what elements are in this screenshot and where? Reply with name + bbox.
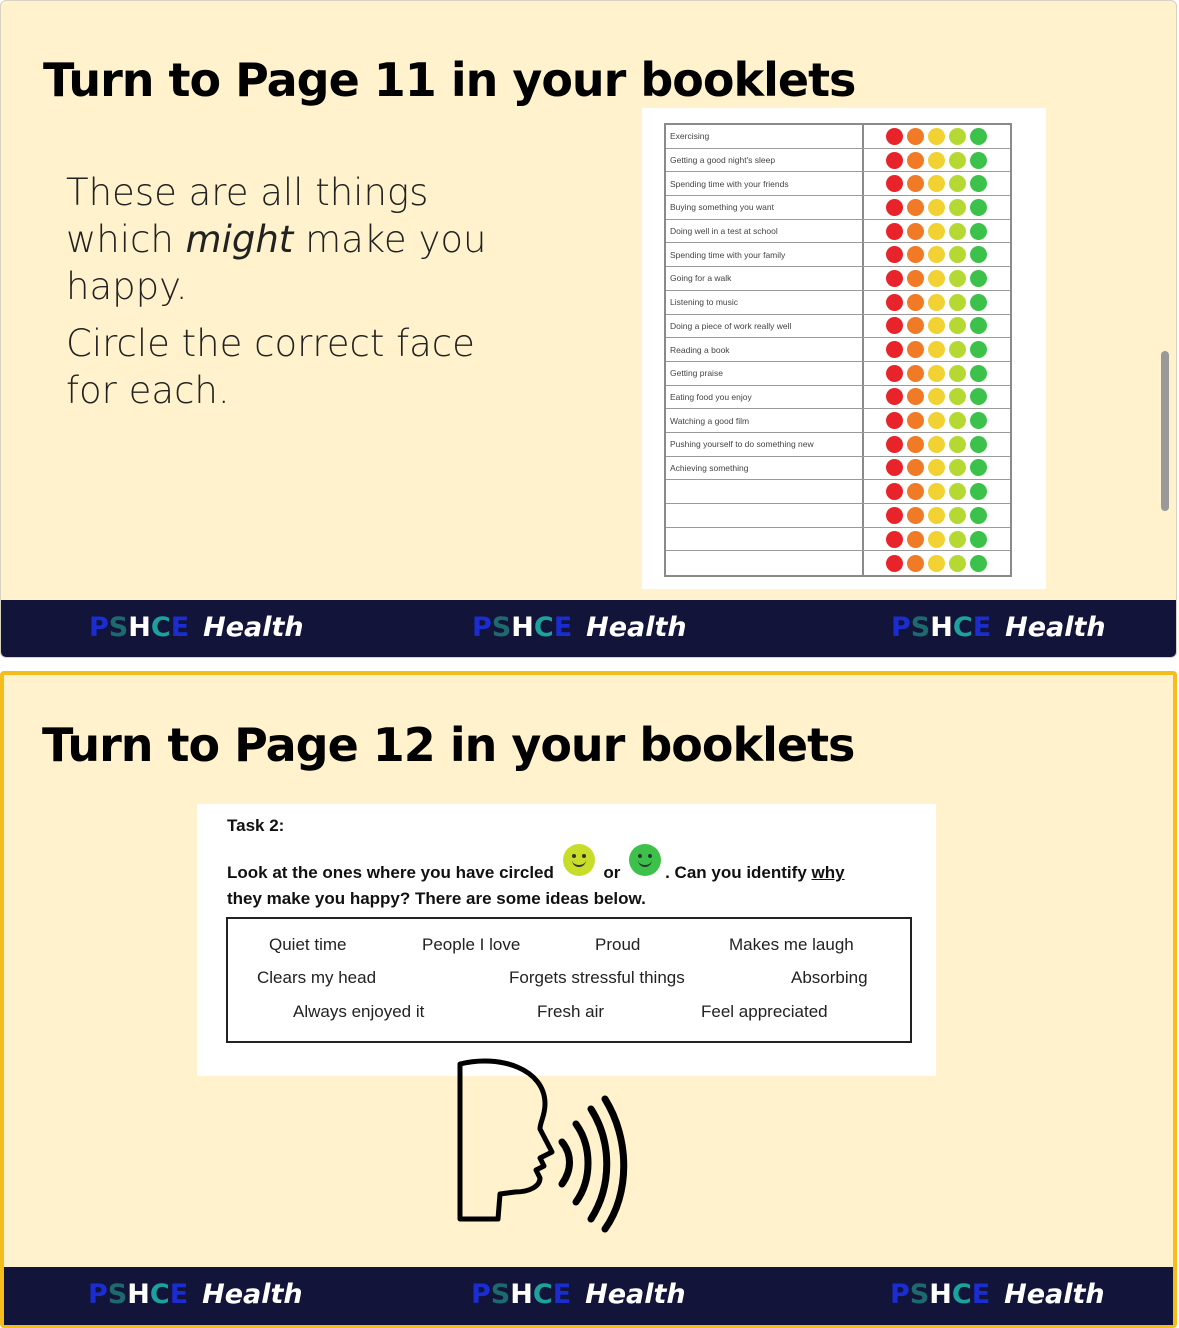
slide-body-text [66,169,506,424]
emoji-face-icon [886,199,903,216]
face-scale [864,270,987,287]
rating-row [666,480,1010,504]
emoji-face-icon [949,436,966,453]
emoji-face-icon [949,270,966,287]
emoji-face-icon [970,531,987,548]
emoji-face-icon [970,199,987,216]
face-scale [864,199,987,216]
emoji-face-icon [907,483,924,500]
face-scale [864,555,987,572]
emoji-face-icon [886,555,903,572]
emoji-face-icon [907,270,924,287]
emoji-face-icon [886,270,903,287]
emoji-face-icon [949,246,966,263]
emoji-face-icon [886,128,903,145]
rating-row [666,220,1010,244]
emoji-face-icon [886,365,903,382]
emoji-face-icon [970,270,987,287]
emoji-face-icon [949,128,966,145]
emoji-face-icon [928,436,945,453]
idea-item: Quiet time [269,935,347,954]
emoji-face-icon [928,412,945,429]
face-scale [864,317,987,334]
emoji-face-icon [949,341,966,358]
emoji-face-icon [907,459,924,476]
emoji-face-icon [970,128,987,145]
slide-title: Turn to Page 12 in your booklets [42,718,855,772]
emoji-face-icon [970,555,987,572]
emoji-face-icon [886,152,903,169]
rating-table [664,123,1012,577]
face-scale [864,388,987,405]
rating-row [666,172,1010,196]
emoji-face-icon [907,152,924,169]
emoji-face-icon [949,483,966,500]
rating-row-label: Reading a book [666,338,864,361]
face-scale [864,459,987,476]
emoji-face-icon [970,223,987,240]
emoji-face-icon [949,459,966,476]
rating-row-label: Getting a good night's sleep [666,149,864,172]
slide-footer [1,600,1177,658]
emoji-face-icon [886,436,903,453]
emoji-face-icon [886,294,903,311]
emoji-face-icon [907,199,924,216]
emoji-face-icon [970,388,987,405]
face-scale [864,365,987,382]
rating-row-label: Watching a good film [666,409,864,432]
rating-row-label: Spending time with your friends [666,172,864,195]
rating-row-label: Spending time with your family [666,243,864,266]
emoji-face-icon [928,294,945,311]
emoji-face-icon [928,483,945,500]
emoji-face-icon [928,175,945,192]
emoji-face-icon [970,152,987,169]
rating-row-label: Doing a piece of work really well [666,315,864,338]
emoji-face-icon [907,388,924,405]
emoji-face-icon [949,412,966,429]
emoji-face-icon [907,341,924,358]
emoji-face-icon [949,175,966,192]
emoji-face-icon [907,246,924,263]
face-scale [864,436,987,453]
rating-row [666,528,1010,552]
rating-row [666,149,1010,173]
pshce-health-brand: PSHCE Health [88,1279,303,1310]
rating-row [666,291,1010,315]
rating-row-label [666,528,864,551]
face-scale [864,152,987,169]
rating-row-label: Pushing yourself to do something new [666,433,864,456]
emoji-face-icon [949,531,966,548]
emoji-face-icon [886,341,903,358]
emoji-face-icon [949,507,966,524]
rating-row-label: Going for a walk [666,267,864,290]
emoji-face-icon [970,507,987,524]
green-smiley-icon [629,844,661,876]
rating-row-label: Listening to music [666,291,864,314]
rating-row [666,362,1010,386]
face-scale [864,175,987,192]
rating-row-label: Eating food you enjoy [666,386,864,409]
idea-item: Makes me laugh [729,935,854,954]
rating-row-label: Achieving something [666,457,864,480]
emoji-face-icon [970,483,987,500]
face-scale [864,483,987,500]
emoji-face-icon [907,507,924,524]
idea-item: People I love [422,935,521,954]
emoji-face-icon [886,412,903,429]
emoji-face-icon [928,223,945,240]
emoji-face-icon [886,531,903,548]
light-green-smiley-icon [563,844,595,876]
idea-item: Absorbing [791,968,868,987]
emoji-face-icon [970,412,987,429]
idea-item: Feel appreciated [701,1002,828,1021]
face-scale [864,531,987,548]
idea-item: Clears my head [257,968,377,987]
rating-row [666,433,1010,457]
emoji-face-icon [928,365,945,382]
emoji-face-icon [886,388,903,405]
emoji-face-icon [907,412,924,429]
emoji-face-icon [970,294,987,311]
rating-row [666,196,1010,220]
rating-table-image [642,108,1046,589]
rating-row-label: Buying something you want [666,196,864,219]
emoji-face-icon [949,294,966,311]
emoji-face-icon [970,341,987,358]
ideas-box [226,917,912,1043]
emoji-face-icon [949,365,966,382]
rating-row [666,267,1010,291]
idea-item: Always enjoyed it [293,1002,425,1021]
face-scale [864,412,987,429]
emoji-face-icon [970,459,987,476]
rating-row [666,457,1010,481]
rating-row [666,243,1010,267]
face-scale [864,128,987,145]
idea-item: Fresh air [537,1002,605,1021]
rating-row [666,125,1010,149]
emoji-face-icon [928,246,945,263]
emoji-face-icon [928,152,945,169]
rating-row-label [666,551,864,575]
rating-row-label: Doing well in a test at school [666,220,864,243]
rating-row [666,338,1010,362]
rating-row [666,504,1010,528]
emoji-face-icon [907,175,924,192]
rating-row-label [666,480,864,503]
emoji-face-icon [886,317,903,334]
rating-row-label [666,504,864,527]
face-scale [864,294,987,311]
emoji-face-icon [928,199,945,216]
slide-thumbnail-1[interactable] [0,0,1177,658]
pshce-health-brand: PSHCE Health [890,1279,1105,1310]
rating-row [666,551,1010,575]
emoji-face-icon [907,531,924,548]
slide-title: Turn to Page 11 in your booklets [43,53,856,107]
emoji-face-icon [886,246,903,263]
emoji-face-icon [970,246,987,263]
emoji-face-icon [928,555,945,572]
emoji-face-icon [886,483,903,500]
rating-row [666,409,1010,433]
emoji-face-icon [949,223,966,240]
idea-item: Forgets stressful things [509,968,685,987]
emoji-face-icon [949,555,966,572]
emoji-face-icon [928,317,945,334]
emoji-face-icon [886,175,903,192]
face-scale [864,507,987,524]
emoji-face-icon [928,128,945,145]
emoji-face-icon [907,436,924,453]
task-question: Look at the ones where you have circled or . Can you identify why they make you happy? There are some ideas below. [227,852,907,912]
idea-item: Proud [595,935,641,954]
emoji-face-icon [886,223,903,240]
body-paragraph-2: Circle the correct face for each. [66,322,475,412]
emoji-face-icon [928,341,945,358]
pshce-health-brand: PSHCE Health [89,612,304,643]
rating-row-label: Exercising [666,125,864,148]
vertical-scrollbar[interactable] [1161,351,1169,511]
emoji-face-icon [907,555,924,572]
emoji-face-icon [949,199,966,216]
emoji-face-icon [886,459,903,476]
body-paragraph-1: These are all things which might make you happy. [66,171,487,308]
emoji-face-icon [970,317,987,334]
rating-row-label: Getting praise [666,362,864,385]
emoji-face-icon [928,507,945,524]
emoji-face-icon [886,507,903,524]
emoji-face-icon [928,270,945,287]
pshce-health-brand: PSHCE Health [891,612,1106,643]
face-scale [864,223,987,240]
emoji-face-icon [928,531,945,548]
emoji-face-icon [928,459,945,476]
emoji-face-icon [907,294,924,311]
emoji-face-icon [907,317,924,334]
task-title: Task 2: [227,816,285,835]
emoji-face-icon [970,175,987,192]
pshce-health-brand: PSHCE Health [472,612,687,643]
slide-footer [4,1267,1173,1325]
emoji-face-icon [949,152,966,169]
emoji-face-icon [928,388,945,405]
rating-row [666,315,1010,339]
speaking-head-icon [440,1054,640,1239]
task-2-image [197,804,936,1076]
emoji-face-icon [949,388,966,405]
emoji-face-icon [907,223,924,240]
rating-row [666,386,1010,410]
emoji-face-icon [970,365,987,382]
face-scale [864,341,987,358]
emoji-face-icon [949,317,966,334]
pshce-health-brand: PSHCE Health [471,1279,686,1310]
face-scale [864,246,987,263]
emoji-face-icon [907,365,924,382]
emoji-face-icon [970,436,987,453]
emoji-face-icon [907,128,924,145]
